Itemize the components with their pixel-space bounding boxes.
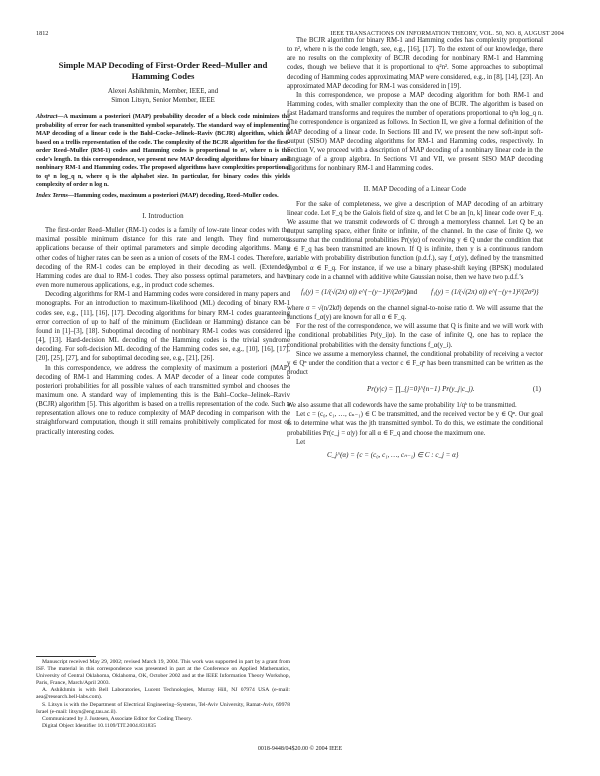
body-paragraph: Let <box>296 438 306 446</box>
intro-paragraph: In this correspondence, we address the complexity of maximum a posteriori (MAP) decoding of RM-1 and Hamming codes. A MAP decoder of a linear code computes a posteriori probabilities for all possible values of each transmitted symbol and chooses the maximum one. A standard way of implementing this is the Bahl–Cocke–Jelinek–Raviv (BCJR) algorithm [5]. This algorithm is based on a trellis representation of the code. Such a representation allows one to reduce complexity of MAP decoding in comparison with the straightforward computation, though it still remains prohibitively complicated for most of practically interesting codes. <box>36 364 290 436</box>
intro-paragraph: Decoding algorithms for RM-1 and Hamming codes were considered in many papers and monographs. For an introduction to maximum-likelihood (ML) decoding of binary RM-1 codes see, e.g., [11], [16], [17]. Decoding algorithms for binary RM-1 codes guaranteeing error correction of up to half of the minimum (Euclidean or Hamming) distance can be found in [1]–[3], [18]. Suboptimal decoding of nonbinary RM-1 codes was considered in [4], [13]. Hard-decision ML decoding of the Hamming codes is the trivial syndrome decoding. For soft-decision ML decoding of the Hamming codes see, e.g., [10], [16], [17], [20], [25], [27], and for suboptimal decoding see, e.g., [21], [26]. <box>36 291 290 363</box>
body-paragraph: where σ = √(n/2kϑ) depends on the channel signal-to-noise ratio ϑ. We will assume that the functions f_α(y) are known for all α ∈ F_q. <box>287 304 543 322</box>
body-paragraph: Let c = (c₀, c₁, …, cₙ₋₁) ∈ C be transmitted, and the received vector be y ∈ Qⁿ. Our goal is to determine what was the jth transmitted symbol. To do this, we estimate the conditional probabilities Pr(c_j = α|y) for all α ∈ F_q and choose the maximum one. <box>287 411 543 437</box>
footnote-rule <box>36 656 96 657</box>
footnote: A. Ashikhmin is with Bell Laboratories, Lucent Technologies, Murray Hill, NJ 07974 USA (e-mail: aea@research.bell-labs.com). <box>36 687 290 701</box>
body-paragraph: We also assume that all codewords have the same probability 1/qᵏ to be transmitted. <box>287 402 517 410</box>
product-equation <box>287 377 543 401</box>
product-formula: Pr(y|c) = ∏_{j=0}^{n−1} Pr(y_j|c_j). <box>367 385 475 394</box>
left-column <box>36 60 290 437</box>
author-block <box>36 87 290 105</box>
pdf-f0-equation: f₀(y) = (1/(√(2π) σ)) e^{−(y−1)²/(2σ²)} <box>301 287 409 296</box>
coset-equation <box>287 447 543 463</box>
body-paragraph: In this correspondence, we propose a MAP decoding algorithm for both RM-1 and Hamming codes, with smaller complexity than the one of BCJR. The algorithm is based on fast Hadamard transforms and requires the number of operations proportional to q²n log_q n. The correspondence is organized as follows. In Section II, we give a formal definition of the MAP decoding of a linear code. In Sections III and IV, we present the new soft-input soft-output (SISO) MAP decoding algorithms for RM-1 and Hamming codes, respectively. In Section V, we proceed with a description of MAP decoding of a nonbinary linear code in the language of a group algebra. In Sections VI and VII, we present SISO MAP decoding algorithms for nonbinary RM-1 and Hamming codes. <box>287 91 543 173</box>
equation-and: and <box>407 287 418 296</box>
body-paragraph: Since we assume a memoryless channel, the conditional probability of receiving a vector y ∈ Qⁿ under the condition that a vector c ∈ F_qⁿ has been transmitted can be written as the product <box>287 350 543 376</box>
pdf-f1-equation: f₁(y) = (1/(√(2π) σ)) e^{−(y+1)²/(2σ²)} <box>431 287 539 296</box>
abstract-label: Abstract— <box>36 113 64 120</box>
footnote: S. Litsyn is with the Department of Electrical Engineering–Systems, Tel-Aviv University, Ramat-Aviv, 69978 Israel (e-mail: litsyn@eng.tau.ac.il). <box>36 701 290 715</box>
equation-number: (1) <box>532 385 541 394</box>
index-terms-text: Hamming codes, maximum a posteriori (MAP) decoding, Reed–Muller codes. <box>74 191 279 199</box>
intro-paragraph: The first-order Reed–Muller (RM-1) codes is a family of low-rate linear codes with the maximal possible minimum distance for this rate and length. They find numerous applications because of their optimal parameters and simple decoding algorithms. Many other codes of higher rates can be seen as a union of cosets of the RM-1 codes. Therefore, a decoding of the RM-1 codes can be employed in their decoding as well. (Extended) Hamming codes are dual to RM-1 codes. They also possess optimal parameters, and have even more numerous applications, e.g., in product code schemes. <box>36 227 290 290</box>
footnote: Manuscript received May 29, 2002; revised March 19, 2004. This work was supported in part by a grant from ISF. The material in this correspondence was presented in part at the Conference on Applied Mathematics, University of Central Oklahoma, Oklahoma, OK, October 2002 and at the IEEE Information Theory Workshop, Paris, France, March/April 2003. <box>36 659 290 687</box>
right-column <box>287 36 543 463</box>
section-heading-map: II. MAP Decoding of a Linear Code <box>363 186 467 194</box>
body-paragraph: The BCJR algorithm for binary RM-1 and Hamming codes has complexity proportional to n², where n is the code length, see, e.g., [16], [17]. To the extent of our knowledge, there are no results on the complexity of BCJR decoding for nonbinary RM-1 and Hamming codes, though we believe that it is proportional to q²n². Some approaches to suboptimal decoding of Hamming codes approximating MAP were considered, e.g., in [8], [14], [23]. An approximated MAP decoding for RM-1 was considered in [19]. <box>287 37 543 90</box>
footnote-doi: Digital Object Identifier 10.1109/TIT.2004.831835 <box>42 722 157 729</box>
journal-header: IEEE TRANSACTIONS ON INFORMATION THEORY, VOL. 50, NO. 8, AUGUST 2004 <box>330 30 564 37</box>
body-paragraph: For the sake of completeness, we give a description of MAP decoding of an arbitrary linear code. Let F_q be the Galois field of size q, and let C be an [n, k] linear code over F_q. We assume that we transmit codewords of C through a memoryless channel. Let Q be an output sampling space, either finite or infinite, of the channel. In the case of finite Q, we assume that the conditional probabilities Pr(y|α) of receiving y ∈ Q under the condition that α ∈ F_q has been transmitted are known. If Q is infinite, then y is a continuous random variable with probability distribution function (p.d.f.), say f_α(y), defined by the transmitted symbol α ∈ F_q. For instance, if we use a binary phase-shift keying (BPSK) modulated binary code in a channel with additive white Gaussian noise, then we have two p.d.f.’s <box>287 200 543 281</box>
abstract-text: A maximum a posteriori (MAP) probability decoder of a block code minimizes the probability of error for each transmitted symbol separately. The standard way of implementing MAP decoding of a linear code is the Bahl–Cocke–Jelinek–Raviv (BCJR) algorithm, which is based on a trellis representation of the code. The complexity of the BCJR algorithm for the first-order Reed–Muller (RM-1) codes and Hamming codes is proportional to n², where n is the code’s length. In this correspondence, we present new MAP decoding algorithms for binary and nonbinary RM-1 and Hamming codes. The proposed algorithms have complexities proportional to qⁿ n log_q n, where q is the alphabet size. In particular, for binary codes this yields complexity of order n log n. <box>36 113 290 188</box>
coset-formula: C_j^(α) = {c = (c₀, c₁, …, cₙ₋₁) ∈ C : c_j = α} <box>327 450 459 459</box>
author-line-1: Alexei Ashikhmin, Member, IEEE, and <box>107 87 219 95</box>
author-line-2: Simon Litsyn, Senior Member, IEEE <box>111 96 215 104</box>
footnote: Communicated by J. Justesen, Associate Editor for Coding Theory. <box>42 715 193 722</box>
section-heading-intro: I. Introduction <box>142 213 184 220</box>
index-terms <box>36 192 290 201</box>
copyright-footer: 0018-9448/04$20.00 © 2004 IEEE <box>257 746 343 752</box>
index-terms-label: Index Terms— <box>36 191 75 199</box>
pdf-equations <box>287 282 543 304</box>
paper-title: Simple MAP Decoding of First-Order Reed–Muller and Hamming Codes <box>58 60 268 81</box>
page-number: 1812 <box>36 30 49 37</box>
body-paragraph: For the rest of the correspondence, we will assume that Q is finite and we will work with the conditional probabilities Pr(y_i|α). In the case of infinite Q, one has to replace the conditional probabilities with the density functions f_α(y_i). <box>287 323 543 349</box>
abstract <box>36 113 290 190</box>
footnotes <box>36 656 290 730</box>
